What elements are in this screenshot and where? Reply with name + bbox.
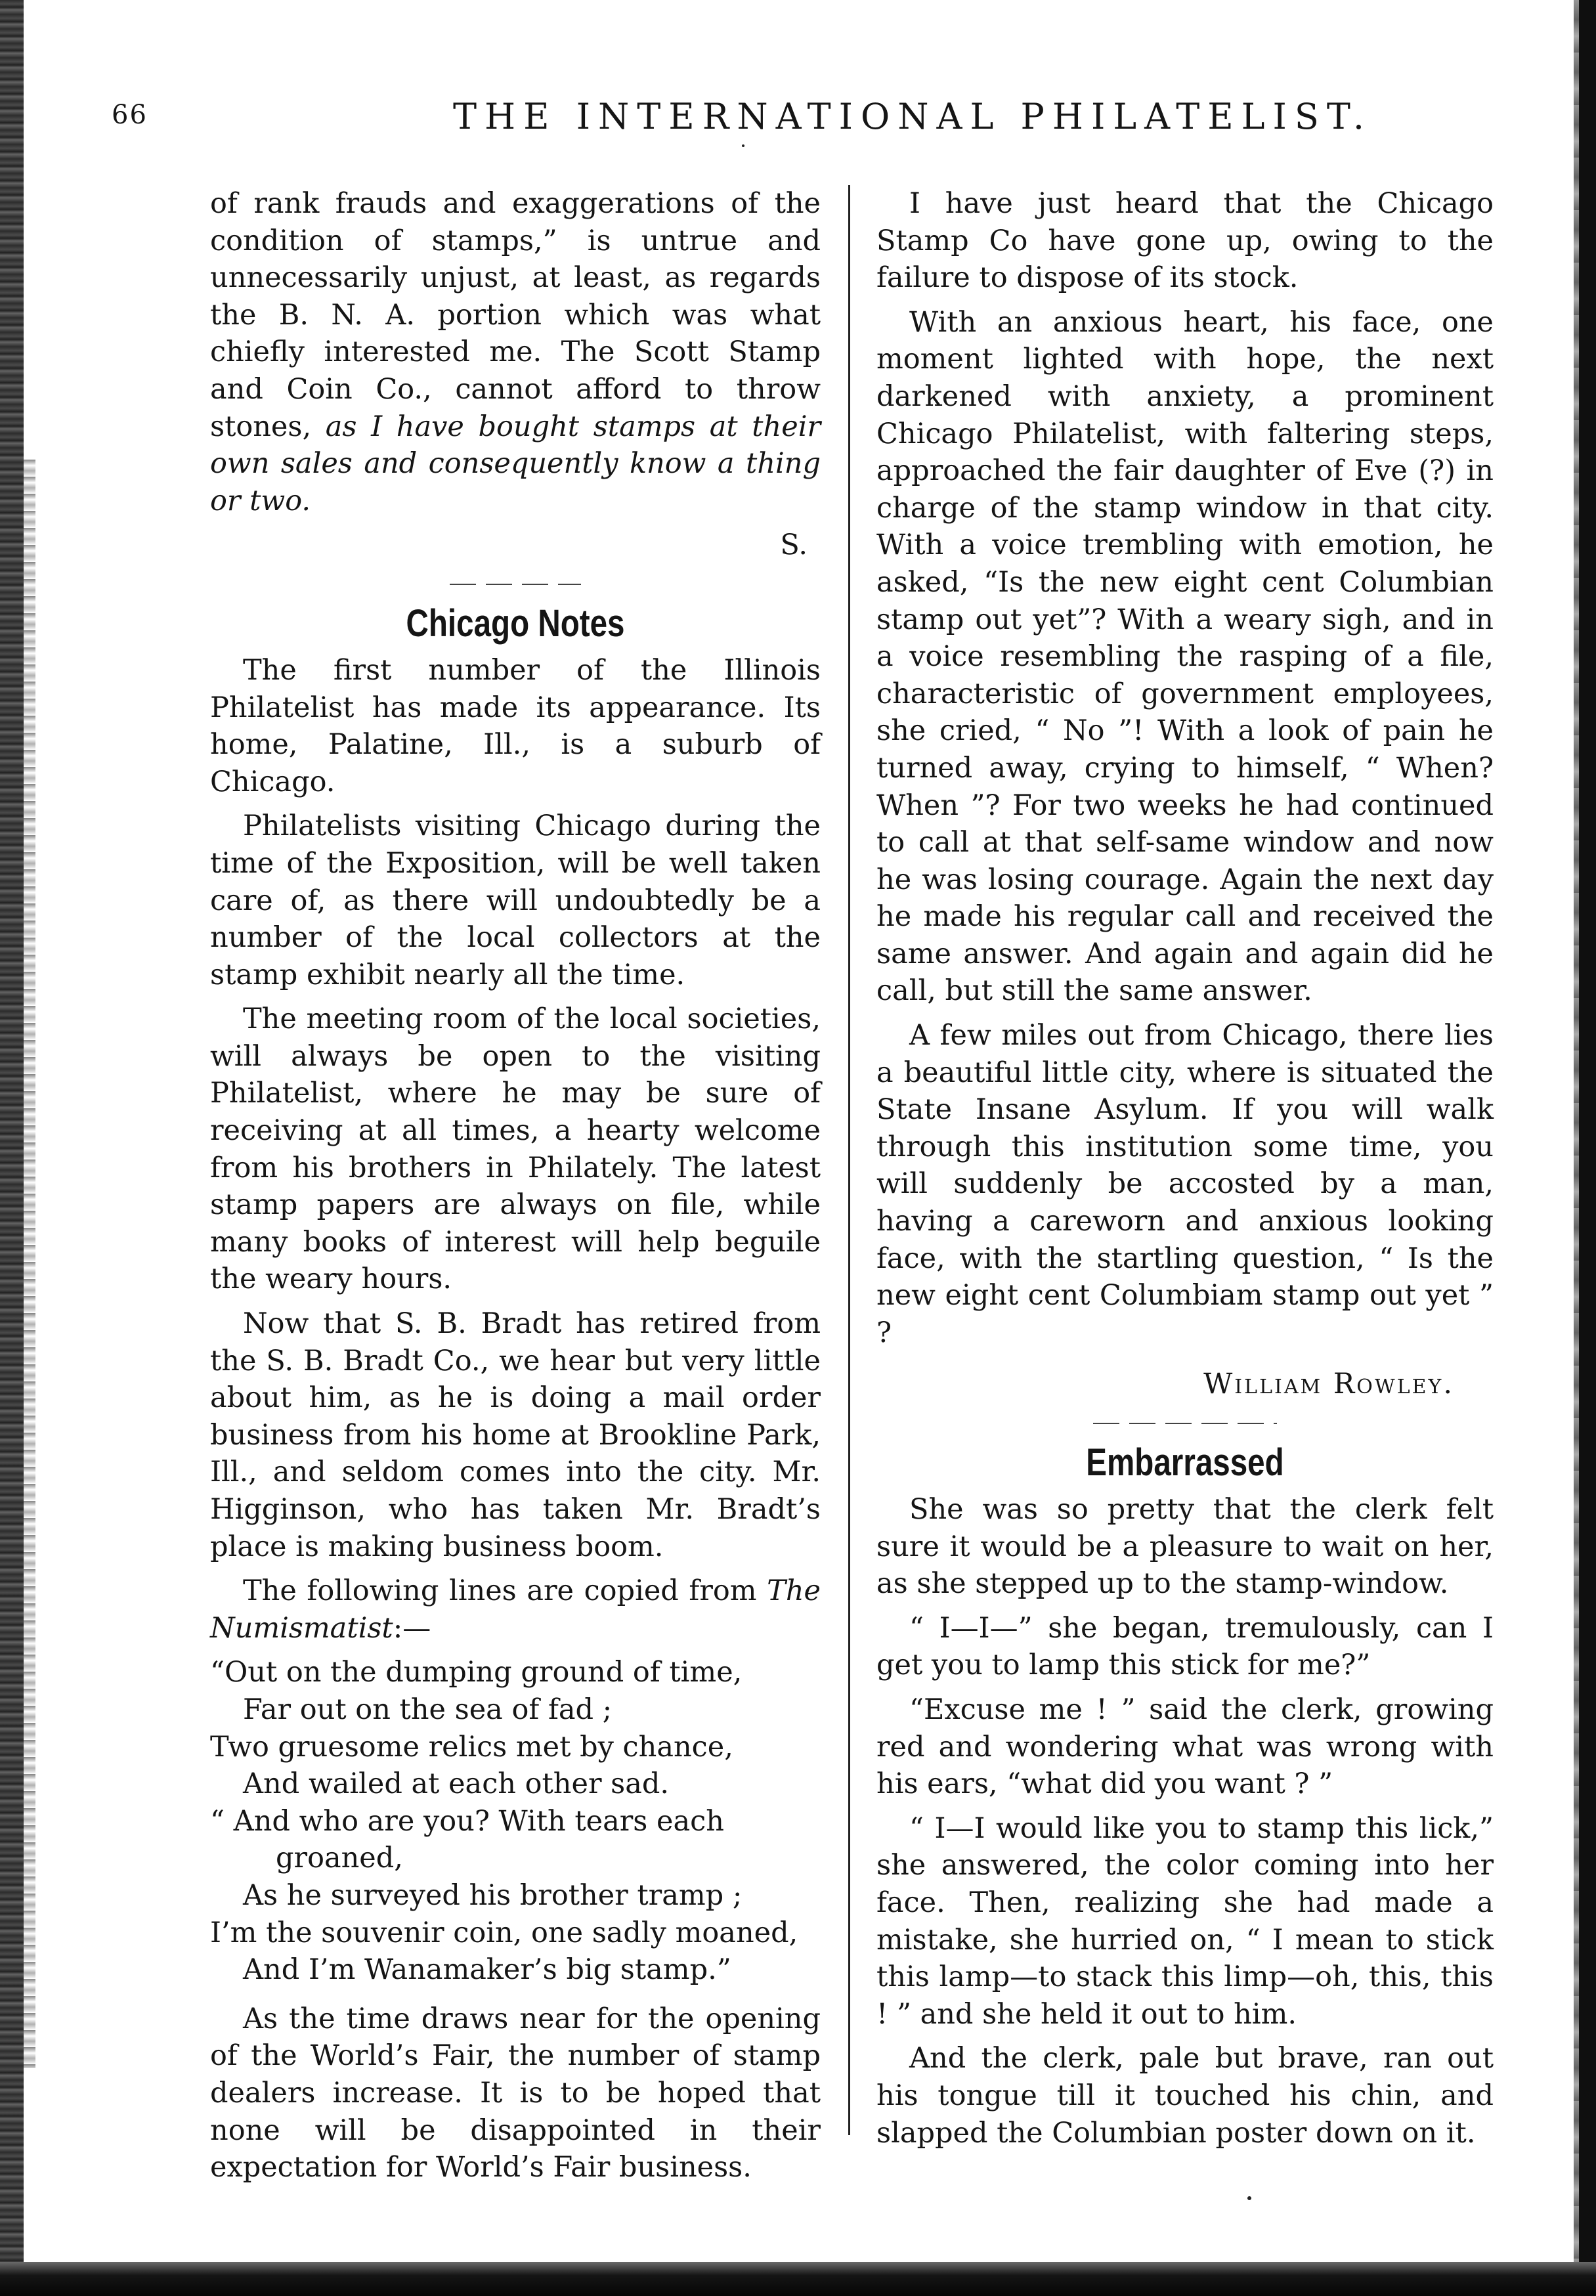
left-edge-fringe bbox=[24, 460, 35, 2068]
right-column bbox=[876, 185, 1494, 2159]
quote-intro-text: The following lines are copied from bbox=[243, 1574, 757, 1608]
column-divider bbox=[848, 185, 850, 2135]
poem-line: “Out on the dumping ground of time, bbox=[210, 1656, 743, 1689]
embarrassed-paragraph: “ I—I would like you to stamp this lick,” she answered, the color coming into her face. Then, realizing she had made a mistake, she hurried on, “ I mean to stick this lamp—to stack this limp—oh, this, this ! ” and she held it out to him. bbox=[876, 1811, 1494, 2031]
running-header bbox=[112, 96, 1490, 146]
quote-source: The Numismatist bbox=[210, 1574, 821, 1645]
poem bbox=[210, 1654, 821, 1988]
right-paragraph: I have just heard that the Chicago Stamp Co have gone up, owing to the failure to dispose of its stock. bbox=[876, 187, 1494, 295]
running-title: THE INTERNATIONAL PHILATELIST. bbox=[453, 96, 1373, 137]
right-page-edge bbox=[1579, 0, 1596, 2296]
poem-line: I’m the souvenir coin, one sadly moaned, bbox=[210, 1916, 798, 1949]
left-column bbox=[210, 185, 821, 2194]
ink-speck bbox=[742, 144, 744, 147]
section-divider bbox=[1093, 1423, 1277, 1424]
poem-line: And I’m Wanamaker’s big stamp.” bbox=[243, 1953, 731, 1987]
author-byline: William Rowley. bbox=[1203, 1368, 1454, 1401]
quote-source-suffix: :— bbox=[393, 1611, 431, 1645]
opening-italic-text: as I have bought stamps at their own sales and consequently know a thing or two. bbox=[210, 410, 821, 517]
quote-intro bbox=[210, 1572, 821, 1647]
right-paragraph: With an anxious heart, his face, one moment lighted with hope, the next darkened with anxiety, a prominent Chicago Philatelist, with faltering steps, approached the fair daughter of Eve (?) in charge of the stamp window in that city. With a voice trembling with emotion, he asked, “Is the new eight cent Columbian stamp out yet”? With a weary sigh, and in a voice resembling the rasping of a file, characteristic of government employees, she cried, “ No ”! With a look of pain he turned away, crying to himself, “ When? When ”? For two weeks he had continued to call at that self-same window and now he was losing courage. Again the next day he made his regular call and received the same answer. And again and again did he call, but still the same answer. bbox=[876, 305, 1494, 1008]
right-edge-shadow bbox=[1574, 0, 1579, 2296]
embarrassed-title: Embarrassed bbox=[1086, 1441, 1284, 1484]
embarrassed-paragraph: “ I—I—” she began, tremulously, can I get you to lamp this stick for me?” bbox=[876, 1611, 1494, 1682]
right-paragraph: A few miles out from Chicago, there lies a beautiful little city, where is situated the State Insane Asylum. If you will walk through this institution some time, you will suddenly be accosted by a man, having a careworn and anxious looking face, with the startling question, “ Is the new eight cent Columbiam stamp out yet ” ? bbox=[876, 1019, 1494, 1349]
poem-line: groaned, bbox=[276, 1842, 403, 1875]
embarrassed-paragraph: And the clerk, pale but brave, ran out his tongue till it touched his chin, and slapped the Columbian poster down on it. bbox=[876, 2042, 1494, 2150]
embarrassed-paragraph: She was so pretty that the clerk felt sure it would be a pleasure to wait on her, as she stepped up to the stamp-window. bbox=[876, 1493, 1494, 1601]
chicago-notes-paragraph: Now that S. B. Bradt has retired from the S. B. Bradt Co., we hear but very little about him, as he is doing a mail order business from his home at Brookline Park, Ill., and seldom comes into the city. Mr. Higginson, who has taken Mr. Bradt’s place is making business boom. bbox=[210, 1307, 821, 1563]
poem-line: “ And who are you? With tears each bbox=[210, 1804, 724, 1838]
closing-paragraph: As the time draws near for the opening of the World’s Fair, the number of stamp dealers increase. It is to be hoped that none will be disappointed in their expectation for World’s Fair business. bbox=[210, 2002, 821, 2184]
poem-line: And wailed at each other sad. bbox=[243, 1767, 670, 1801]
chicago-notes-paragraph: Philatelists visiting Chicago during the time of the Exposition, will be well taken care of, as there will undoubtedly be a number of the local collectors at the stamp exhibit nearly all the time. bbox=[210, 810, 821, 991]
opening-paragraph bbox=[210, 185, 821, 519]
embarrassed-paragraph: “Excuse me ! ” said the clerk, growing red and wondering what was wrong with his ears, “what did you want ? ” bbox=[876, 1693, 1494, 1801]
chicago-notes-paragraph: The meeting room of the local societies, will always be open to the visiting Philatelist, where he may be sure of receiving at all times, a hearty welcome from his brothers in Philately. The latest stamp papers are always on file, while many books of interest will help beguile the weary hours. bbox=[210, 1003, 821, 1296]
page-number: 66 bbox=[112, 100, 148, 130]
poem-line: Far out on the sea of fad ; bbox=[243, 1693, 613, 1726]
ink-speck bbox=[1247, 2196, 1251, 2200]
opening-signature: S. bbox=[780, 529, 808, 562]
poem-line: As he surveyed his brother tramp ; bbox=[243, 1878, 743, 1912]
chicago-notes-paragraph: The first number of the Illinois Philatelist has made its appearance. Its home, Palatine, Ill., is a suburb of Chicago. bbox=[210, 653, 821, 798]
section-divider bbox=[450, 584, 581, 585]
poem-line: Two gruesome relics met by chance, bbox=[210, 1730, 733, 1764]
left-page-edge bbox=[0, 0, 24, 2296]
bottom-page-edge bbox=[0, 2262, 1596, 2296]
chicago-notes-title: Chicago Notes bbox=[406, 601, 625, 645]
opening-paragraph-text: of rank frauds and exaggerations of the condition of stamps,” is untrue and unnecessarily unjust, at least, as regards the B. N. A. portion which was what chiefly interested me. The Scott Stamp and Coin Co., cannot afford to throw stones, bbox=[210, 187, 821, 443]
